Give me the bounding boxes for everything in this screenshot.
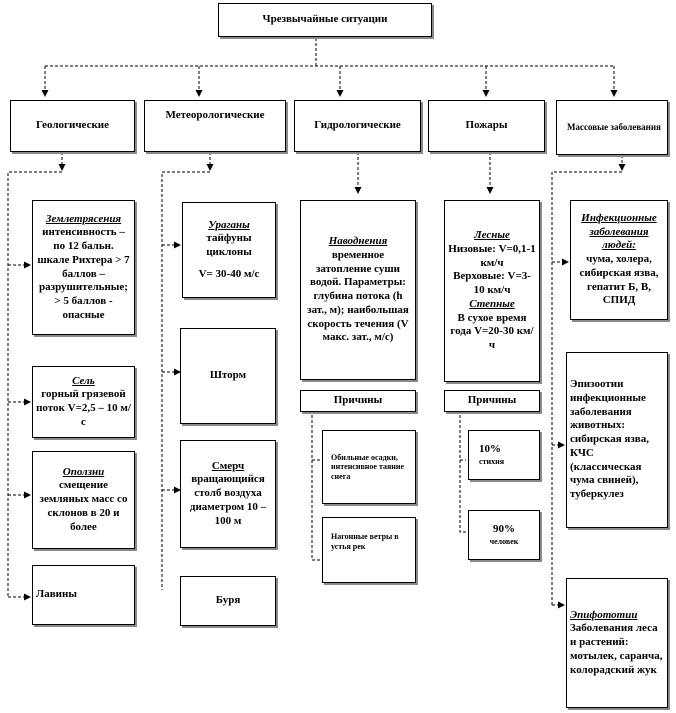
category-geological (10, 100, 135, 152)
fire-cause-nature (468, 430, 540, 480)
meteo-storm (180, 328, 276, 424)
epizootics-text: инфекционные заболевания животных: (570, 391, 646, 432)
epiphytotics-title: Эпифототии (570, 608, 638, 621)
cause-winds-text: Нагонные ветры в устья рек (331, 532, 399, 551)
nature-percent: 10% (479, 443, 501, 456)
hydro-flood (300, 200, 416, 380)
earthquake-title: Землетрясения (45, 212, 122, 225)
fire-causes-label: Причины (467, 394, 517, 407)
flood-text: временное затопление суши водой. Параметры: глубина потока (h зат., м); наибольшая скорость течения (V макс. зат., м/с) (307, 248, 409, 344)
steppe-fire-text: В сухое время года V=20-30 км/ч (450, 311, 534, 352)
forest-fire-title: Лесные (474, 229, 510, 242)
tornado-text: вращающийся столб воздуха диаметром 10 – 100 м (189, 473, 267, 527)
top-fire-text: Верховые: V=3-10 км/ч (453, 270, 531, 297)
root-label: Чрезвычайные ситуации (262, 13, 388, 26)
epizootics-title: Эпизоотии (570, 378, 624, 391)
mudflow-text: горный грязевой поток V=2,5 – 10 м/с (36, 388, 131, 428)
mass-epiphytotics (566, 578, 668, 708)
human-label: человек (489, 537, 519, 547)
hurricane-title: Ураганы (208, 218, 250, 231)
tornado-title: Смерч (211, 459, 245, 472)
epiphytotics-text: Заболевания леса и растений: мотылек, саранча, колорадский жук (570, 622, 663, 676)
category-meteorological (144, 100, 286, 152)
hurricane-text: тайфуны циклоны (206, 232, 252, 258)
geo-avalanche (32, 565, 135, 625)
nature-label: стихия (479, 457, 505, 467)
flood-title: Наводнения (328, 235, 388, 247)
mass-human-infections (570, 200, 668, 320)
avalanche-label: Лавины (36, 588, 77, 601)
hydro-causes-label: Причины (333, 394, 383, 407)
low-fire-text: Низовые: V=0,1-1 км/ч (448, 242, 536, 269)
epizootics-examples: сибирская язва, КЧС (классическая чума свиней), туберкулез (570, 433, 649, 501)
tempest-label: Буря (215, 594, 241, 607)
geo-earthquake (32, 200, 135, 335)
geo-mudflow (32, 366, 135, 438)
hydro-cause-winds (322, 517, 416, 583)
category-label: Геологические (35, 119, 110, 132)
fire-cause-human (468, 510, 540, 560)
root-node (218, 3, 432, 37)
category-fires (428, 100, 545, 152)
landslide-title: Оползни (62, 465, 105, 478)
hurricane-speed: V= 30-40 м/с (198, 267, 260, 280)
geo-landslide (32, 451, 135, 549)
human-infections-text: чума, холера, сибирская язва, гепатит Б, В, СПИД (579, 253, 659, 307)
meteo-tornado (180, 440, 276, 548)
meteo-hurricane (182, 202, 276, 298)
category-label: Массовые заболевания (567, 121, 661, 132)
cause-precipitation-text: Обильные осадки, интенсивное таяние снега (331, 452, 405, 481)
hydro-causes (300, 390, 416, 412)
hydro-cause-precipitation (322, 430, 416, 504)
mudflow-title: Сель (72, 374, 95, 387)
human-infections-title: Инфекционные заболевания людей: (581, 211, 657, 252)
mass-epizootics (566, 352, 668, 528)
category-mass-diseases (556, 100, 668, 155)
landslide-text: смещение земляных масс со склонов в 20 и более (39, 479, 128, 533)
category-hydrological (294, 100, 421, 152)
category-label: Гидрологические (314, 119, 401, 132)
category-label: Метеорологические (165, 109, 265, 121)
fire-types (444, 200, 540, 382)
fire-causes (444, 390, 540, 412)
category-label: Пожары (465, 119, 508, 132)
storm-label: Шторм (209, 369, 247, 382)
human-percent: 90% (493, 523, 515, 536)
earthquake-text: интенсивность – по 12 бальн. шкале Рихтера > 7 баллов – разрушительные; > 5 баллов - опасные (37, 226, 130, 321)
meteo-tempest (180, 576, 276, 626)
steppe-fire-title: Степные (469, 297, 515, 310)
